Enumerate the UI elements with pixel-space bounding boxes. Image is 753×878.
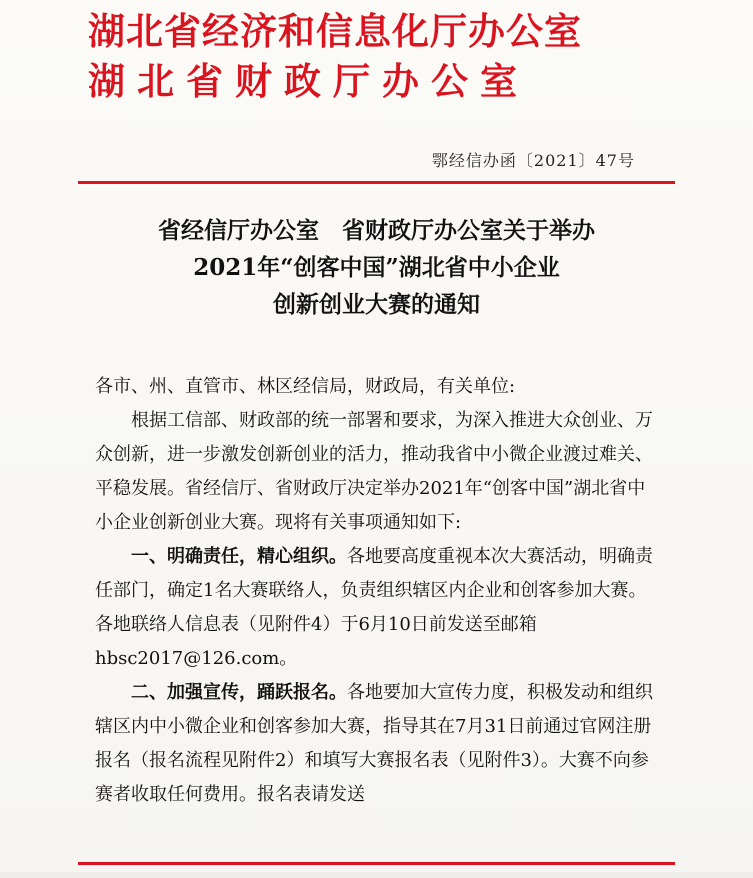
section-2-text: 各地要加大宣传力度，积极发动和组织辖区内中小微企业和创客参加大赛，指导其在7月31日前通过官网注册报名（报名流程见附件2）和填写大赛报名表（见附件3）。大赛不向参赛者收取任何费用。报名表请发送 <box>95 682 653 805</box>
issuer-header-line-2: 湖北省财政厅办公室 <box>88 59 529 103</box>
header-red-rule <box>78 181 675 184</box>
paragraph-section-1 <box>95 540 655 676</box>
footer-red-rule <box>78 862 675 865</box>
section-2-heading: 二、加强宣传，踊跃报名。 <box>131 682 347 703</box>
document-body <box>95 370 655 812</box>
document-title <box>80 212 673 323</box>
paragraph-section-2 <box>95 676 655 812</box>
section-1-heading: 一、明确责任，精心组织。 <box>131 546 347 567</box>
document-number: 鄂经信办函〔2021〕47号 <box>431 151 635 170</box>
section-1-text: 各地要高度重视本次大赛活动，明确责任部门，确定1名大赛联络人，负责组织辖区内企业和创客参加大赛。各地联络人信息表（见附件4）于6月10日前发送至邮箱hbsc2017@126.com。 <box>95 546 653 669</box>
title-line-3: 创新创业大赛的通知 <box>273 291 480 318</box>
paragraph-intro: 根据工信部、财政部的统一部署和要求，为深入推进大众创业、万众创新，进一步激发创新创业的活力，推动我省中小微企业渡过难关、平稳发展。省经信厅、省财政厅决定举办2021年“创客中国”湖北省中小企业创新创业大赛。现将有关事项通知如下: <box>95 410 653 533</box>
issuer-header-line-1: 湖北省经济和信息化厅办公室 <box>88 9 582 53</box>
title-line-1: 省经信厅办公室 省财政厅办公室关于举办 <box>158 217 595 244</box>
salutation: 各市、州、直管市、林区经信局，财政局，有关单位: <box>95 376 516 397</box>
title-line-2: 2021年“创客中国”湖北省中小企业 <box>193 254 560 281</box>
page-bottom-edge <box>0 872 753 878</box>
